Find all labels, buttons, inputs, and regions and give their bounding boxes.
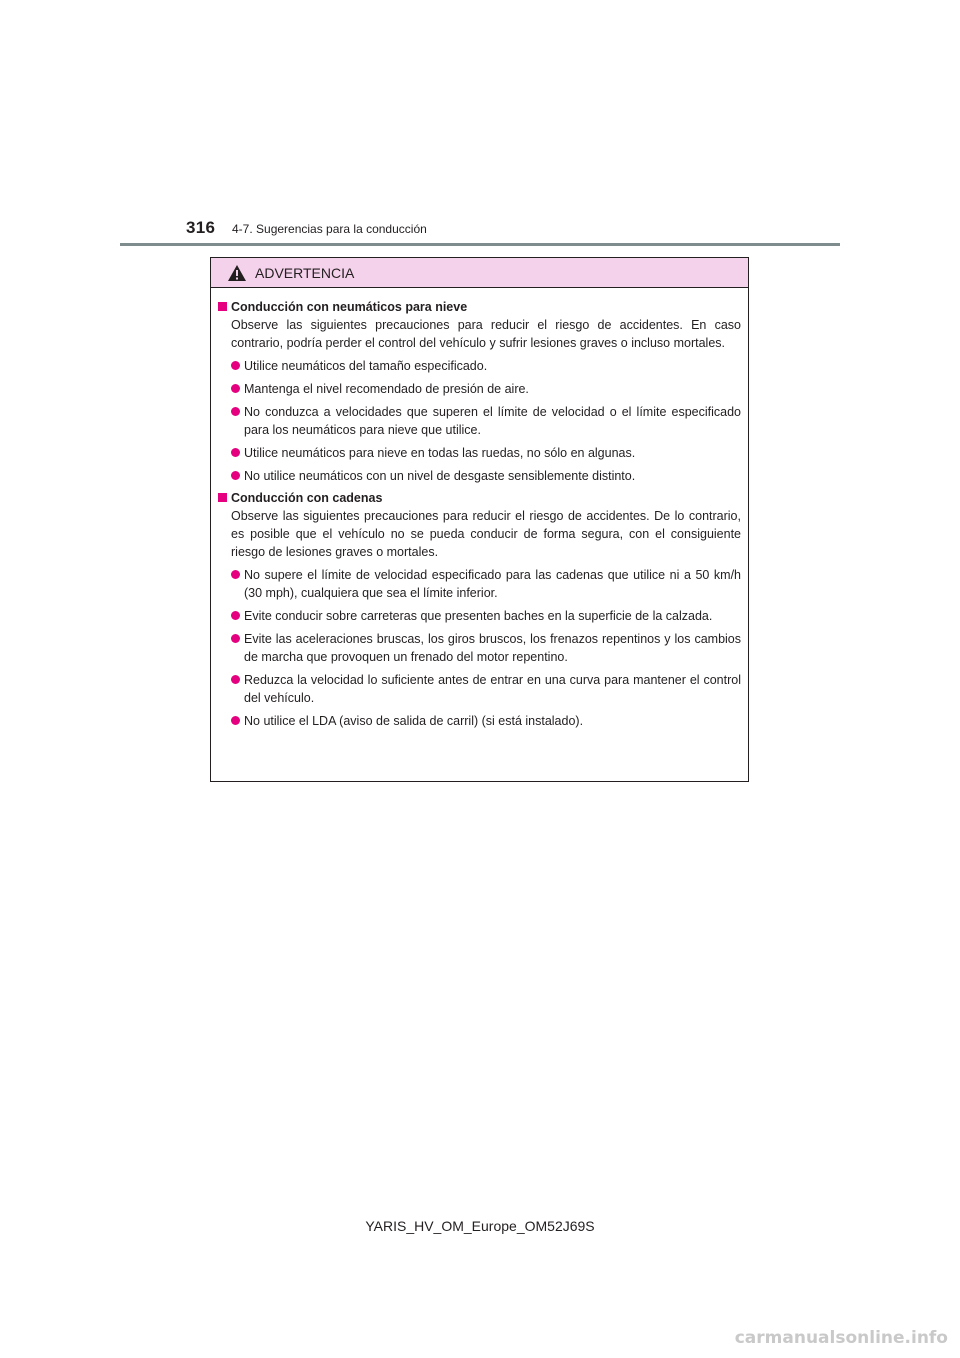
bullet-dot-icon bbox=[231, 448, 240, 457]
list-item: Evite conducir sobre carreteras que presenten baches en la superficie de la calzada. bbox=[218, 607, 741, 625]
bullet-dot-icon bbox=[231, 384, 240, 393]
list-item: Utilice neumáticos del tamaño especificado. bbox=[218, 357, 741, 375]
list-item: No conduzca a velocidades que superen el límite de velocidad o el límite especificado para los neumáticos para nieve que utilice. bbox=[218, 403, 741, 439]
bullet-dot-icon bbox=[231, 611, 240, 620]
bullet-dot-icon bbox=[231, 361, 240, 370]
warning-box bbox=[210, 257, 749, 782]
bullet-dot-icon bbox=[231, 675, 240, 684]
list-item: No utilice el LDA (aviso de salida de carril) (si está instalado). bbox=[218, 712, 741, 730]
page-number: 316 bbox=[186, 218, 216, 237]
header-rule bbox=[120, 243, 840, 246]
square-bullet-icon bbox=[218, 302, 227, 311]
list-item: No supere el límite de velocidad especificado para las cadenas que utilice ni a 50 km/h (30 mph), cualquiera que sea el límite inferior. bbox=[218, 566, 741, 602]
warning-triangle-icon bbox=[227, 264, 247, 282]
bullet-dot-icon bbox=[231, 471, 240, 480]
bullet-dot-icon bbox=[231, 570, 240, 579]
list-item: No utilice neumáticos con un nivel de desgaste sensiblemente distinto. bbox=[218, 467, 741, 485]
watermark: carmanualsonline.info bbox=[734, 1328, 948, 1348]
list-item: Evite las aceleraciones bruscas, los giros bruscos, los frenazos repentinos y los cambios de marcha que provoquen un frenado del motor repentino. bbox=[218, 630, 741, 666]
section-intro: Observe las siguientes precauciones para reducir el riesgo de accidentes. De lo contrario, es posible que el vehículo no se pueda conducir de forma segura, con el consiguiente riesgo de lesiones graves o mortales. bbox=[231, 509, 741, 559]
warning-body bbox=[211, 288, 748, 730]
warning-header bbox=[211, 258, 748, 288]
section-heading: Conducción con cadenas bbox=[218, 489, 741, 507]
document-code: YARIS_HV_OM_Europe_OM52J69S bbox=[365, 1218, 595, 1234]
section-title: 4-7. Sugerencias para la conducción bbox=[232, 222, 427, 236]
bullet-dot-icon bbox=[231, 634, 240, 643]
list-item: Reduzca la velocidad lo suficiente antes de entrar en una curva para mantener el control del vehículo. bbox=[218, 671, 741, 707]
bullet-dot-icon bbox=[231, 407, 240, 416]
warning-title: ADVERTENCIA bbox=[255, 264, 355, 281]
section-heading: Conducción con neumáticos para nieve bbox=[218, 298, 741, 316]
section-intro: Observe las siguientes precauciones para reducir el riesgo de accidentes. En caso contrario, podría perder el control del vehículo y sufrir lesiones graves o incluso mortales. bbox=[231, 318, 741, 350]
bullet-dot-icon bbox=[231, 716, 240, 725]
square-bullet-icon bbox=[218, 493, 227, 502]
list-item: Mantenga el nivel recomendado de presión de aire. bbox=[218, 380, 741, 398]
list-item: Utilice neumáticos para nieve en todas las ruedas, no sólo en algunas. bbox=[218, 444, 741, 462]
